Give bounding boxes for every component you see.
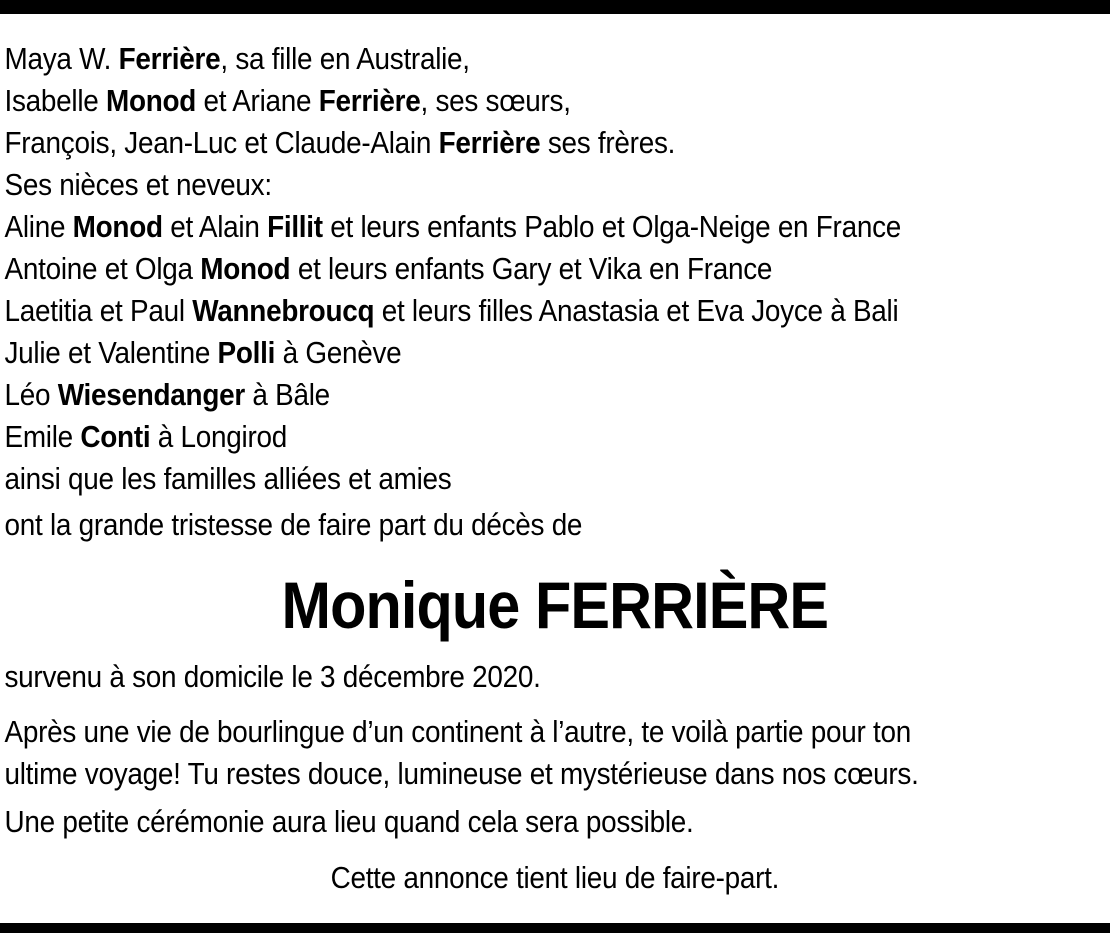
tribute-paragraph	[5, 711, 1110, 795]
death-notice	[0, 14, 1110, 899]
death-date-line: survenu à son domicile le 3 décembre 2020.	[4, 659, 541, 694]
family-line-polli: Julie et Valentine Polli à Genève	[4, 335, 402, 370]
family-line-monod: Antoine et Olga Monod et leurs enfants Gary et Vika en France	[4, 251, 773, 286]
family-line-brothers: François, Jean-Luc et Claude-Alain Ferrière ses frères.	[4, 125, 676, 160]
family-line-nieces-header: Ses nièces et neveux:	[4, 167, 272, 202]
family-list	[5, 38, 1110, 500]
tribute-line-2: ultime voyage! Tu restes douce, lumineuse et mystérieuse dans nos cœurs.	[4, 756, 919, 791]
intro-line: ont la grande tristesse de faire part du décès de	[4, 507, 583, 542]
deceased-name: Monique FERRIÈRE	[281, 568, 829, 642]
family-line-wannebroucq: Laetitia et Paul Wannebroucq et leurs filles Anastasia et Eva Joyce à Bali	[4, 293, 899, 328]
family-line-conti: Emile Conti à Longirod	[4, 419, 287, 454]
tribute-line-1: Après une vie de bourlingue d’un continent à l’autre, te voilà partie pour ton	[4, 714, 911, 749]
bottom-border-bar	[0, 923, 1110, 933]
closing-line: Cette annonce tient lieu de faire-part.	[330, 860, 780, 895]
family-line-allied-families: ainsi que les familles alliées et amies	[4, 461, 452, 496]
family-line-sisters: Isabelle Monod et Ariane Ferrière, ses sœurs,	[4, 83, 571, 118]
family-line-wiesendanger: Léo Wiesendanger à Bâle	[4, 377, 330, 412]
ceremony-line: Une petite cérémonie aura lieu quand cela sera possible.	[4, 804, 694, 839]
family-line-monod-fillit: Aline Monod et Alain Fillit et leurs enfants Pablo et Olga-Neige en France	[4, 209, 902, 244]
top-border-bar	[0, 0, 1110, 14]
family-line-daughter: Maya W. Ferrière, sa fille en Australie,	[4, 41, 470, 76]
